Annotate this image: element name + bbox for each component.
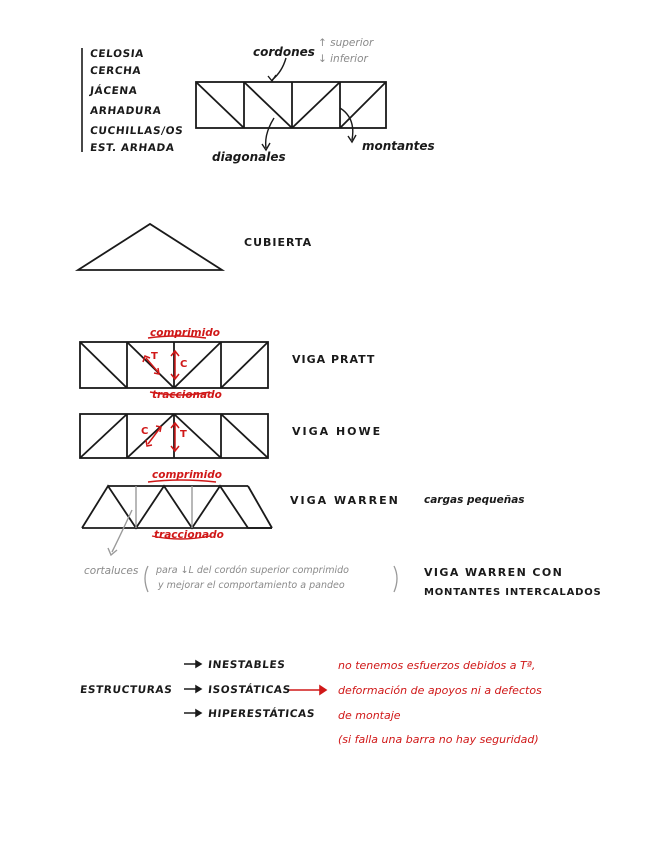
synonym-cuchillas: CUCHILLAS/OS bbox=[89, 125, 184, 137]
synonym-celosia: CELOSIA bbox=[89, 48, 145, 60]
isostaticas-red-arrow bbox=[288, 686, 326, 694]
warren-label: VIGA WARREN bbox=[290, 494, 400, 507]
howe-c-mark: C bbox=[141, 426, 149, 437]
pratt-c-mark: C bbox=[180, 359, 188, 370]
cubierta-triangle bbox=[78, 224, 222, 270]
cortaluces-arrow bbox=[112, 510, 132, 552]
superior-label: ↑ superior bbox=[318, 37, 374, 49]
howe-truss bbox=[80, 414, 268, 458]
cortaluces-paren-left bbox=[145, 566, 148, 592]
howe-label: VIGA HOWE bbox=[292, 425, 383, 438]
synonym-cercha: CERCHA bbox=[89, 65, 142, 77]
warren-note: cargas pequeñas bbox=[424, 494, 525, 506]
cortaluces-paren-right bbox=[394, 566, 397, 592]
estructuras-hiperestaticas: HIPERESTÁTICAS bbox=[207, 708, 316, 720]
cordones-label: cordones bbox=[253, 45, 315, 59]
estructuras-note-2: deformación de apoyos ni a defectos bbox=[338, 684, 542, 697]
montantes-label: montantes bbox=[362, 139, 435, 153]
pratt-comprimido: comprimido bbox=[150, 327, 220, 339]
montantes-arrow bbox=[340, 108, 353, 140]
warren-traccionado: traccionado bbox=[154, 529, 224, 541]
estructuras-label: ESTRUCTURAS bbox=[79, 684, 173, 696]
pratt-truss bbox=[80, 342, 268, 388]
warren-montantes-line2: MONTANTES INTERCALADOS bbox=[424, 587, 602, 598]
estructuras-inestables: INESTABLES bbox=[207, 659, 287, 671]
howe-t-mark: T bbox=[180, 429, 187, 440]
cortaluces-label: cortaluces bbox=[84, 565, 139, 577]
warren-montantes bbox=[136, 486, 192, 528]
synonym-est-armada: EST. ARHADA bbox=[89, 142, 176, 154]
main-truss bbox=[196, 82, 386, 128]
warren-truss bbox=[82, 486, 272, 528]
estructuras-note-1: no tenemos esfuerzos debidos a Tª, bbox=[338, 659, 536, 672]
synonym-jacena: JÁCENA bbox=[89, 85, 139, 97]
cubierta-label: CUBIERTA bbox=[244, 236, 313, 249]
pratt-traccionado: traccionado bbox=[152, 389, 222, 401]
estructuras-arrows bbox=[184, 661, 201, 716]
warren-comprimido: comprimido bbox=[152, 469, 222, 481]
estructuras-note-3: de montaje bbox=[338, 709, 401, 722]
cortaluces-line2: y mejorar el comportamiento a pandeo bbox=[158, 580, 345, 591]
inferior-label: ↓ inferior bbox=[318, 53, 368, 65]
diagonales-label: diagonales bbox=[212, 150, 286, 164]
estructuras-note-4: (si falla una barra no hay seguridad) bbox=[338, 733, 539, 746]
synonym-armadura: ARHADURA bbox=[89, 105, 163, 117]
pratt-t-mark: T bbox=[151, 351, 158, 362]
pratt-label: VIGA PRATT bbox=[292, 353, 376, 366]
estructuras-isostaticas: ISOSTÁTICAS bbox=[207, 684, 292, 696]
cortaluces-line1: para ↓L del cordón superior comprimido bbox=[156, 565, 349, 576]
warren-montantes-line1: VIGA WARREN CON bbox=[424, 566, 564, 579]
